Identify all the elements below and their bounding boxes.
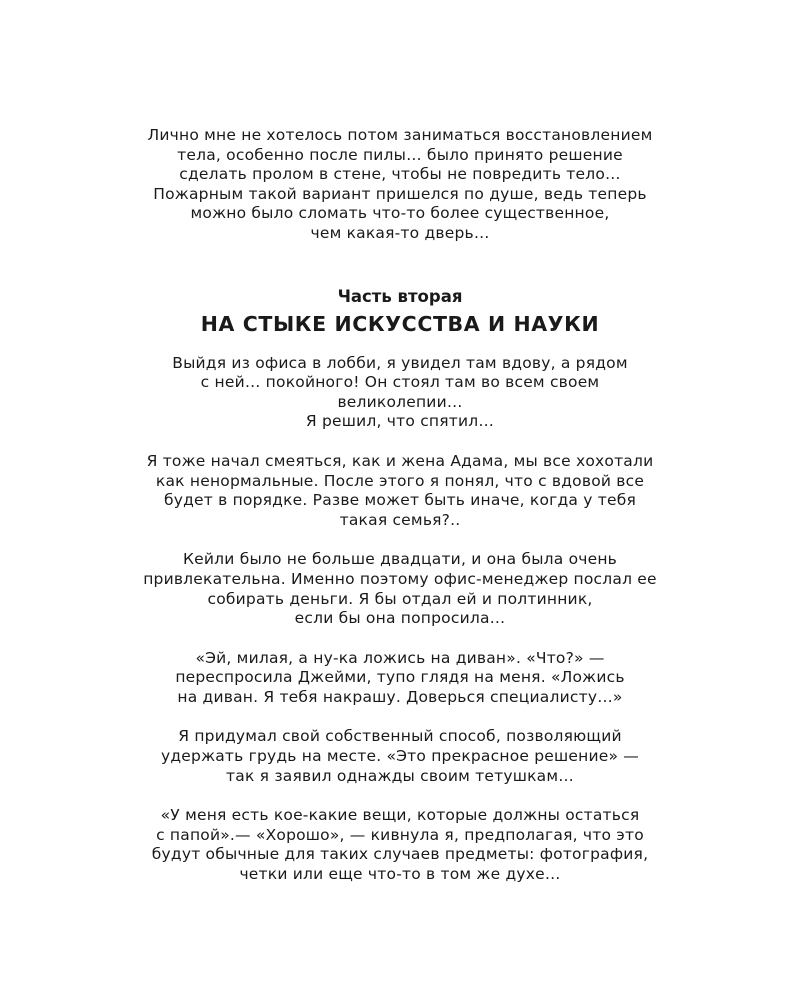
text-line: будет в порядке. Разве может быть иначе, когда у тебя [164,491,636,510]
excerpt-paragraph [80,354,720,432]
text-line: «У меня есть кое-какие вещи, которые должны остаться [160,806,640,825]
text-line: Пожарным такой вариант пришелся по душе, ведь теперь [153,184,647,203]
text-line: на диван. Я тебя накрашу. Доверься специалисту…» [177,687,623,706]
text-line: «Эй, милая, а ну-ка ложись на диван». «Что?» — [195,648,605,667]
text-line: будут обычные для таких случаев предметы: фотография, [151,845,649,864]
text-line: можно было сломать что-то более существенное, [190,204,610,223]
text-line: Кейли было не больше двадцати, и она была очень [182,550,618,569]
excerpt-paragraph [80,550,720,628]
excerpt-paragraph [80,806,720,884]
text-line: Я решил, что спятил… [305,412,495,431]
text-line: четки или еще что-то в том же духе… [239,865,561,884]
text-line: если бы она попросила… [294,609,506,628]
text-line: привлекательна. Именно поэтому офис-менеджер послал ее [143,569,657,588]
text-line: Выйдя из офиса в лобби, я увидел там вдову, а рядом [172,353,628,372]
text-line: тела, особенно после пилы… было принято решение [177,145,623,164]
part-title: НА СТЫКЕ ИСКУССТВА И НАУКИ [200,311,600,336]
text-line: так я заявил однажды своим тетушкам… [226,766,574,785]
text-line: сделать пролом в стене, чтобы не повредить тело… [179,165,621,184]
text-line: Лично мне не хотелось потом заниматься восстановлением [147,126,653,144]
intro-paragraph [80,126,720,244]
text-line: собирать деньги. Я бы отдал ей и полтинник, [207,589,593,608]
text-line: переспросила Джейми, тупо глядя на меня. «Ложись [175,668,625,687]
text-line: как ненормальные. После этого я понял, что с вдовой все [155,471,645,490]
excerpt-paragraph [80,727,720,786]
excerpt-paragraph [80,649,720,708]
text-line: такая семья?.. [339,510,461,529]
part-label: Часть вторая [337,286,463,306]
text-line: Я придумал свой собственный способ, позволяющий [178,727,622,746]
text-line: с ней… покойного! Он стоял там во всем своем [200,373,600,392]
book-page [0,126,800,885]
excerpt-paragraph [80,452,720,530]
text-line: удержать грудь на месте. «Это прекрасное решение» — [161,747,639,766]
text-line: чем какая-то дверь… [310,223,490,242]
text-line: Я тоже начал смеяться, как и жена Адама, мы все хохотали [146,451,654,470]
text-line: великолепии… [337,392,463,411]
text-line: с папой».— «Хорошо», — кивнула я, предполагая, что это [156,825,644,844]
